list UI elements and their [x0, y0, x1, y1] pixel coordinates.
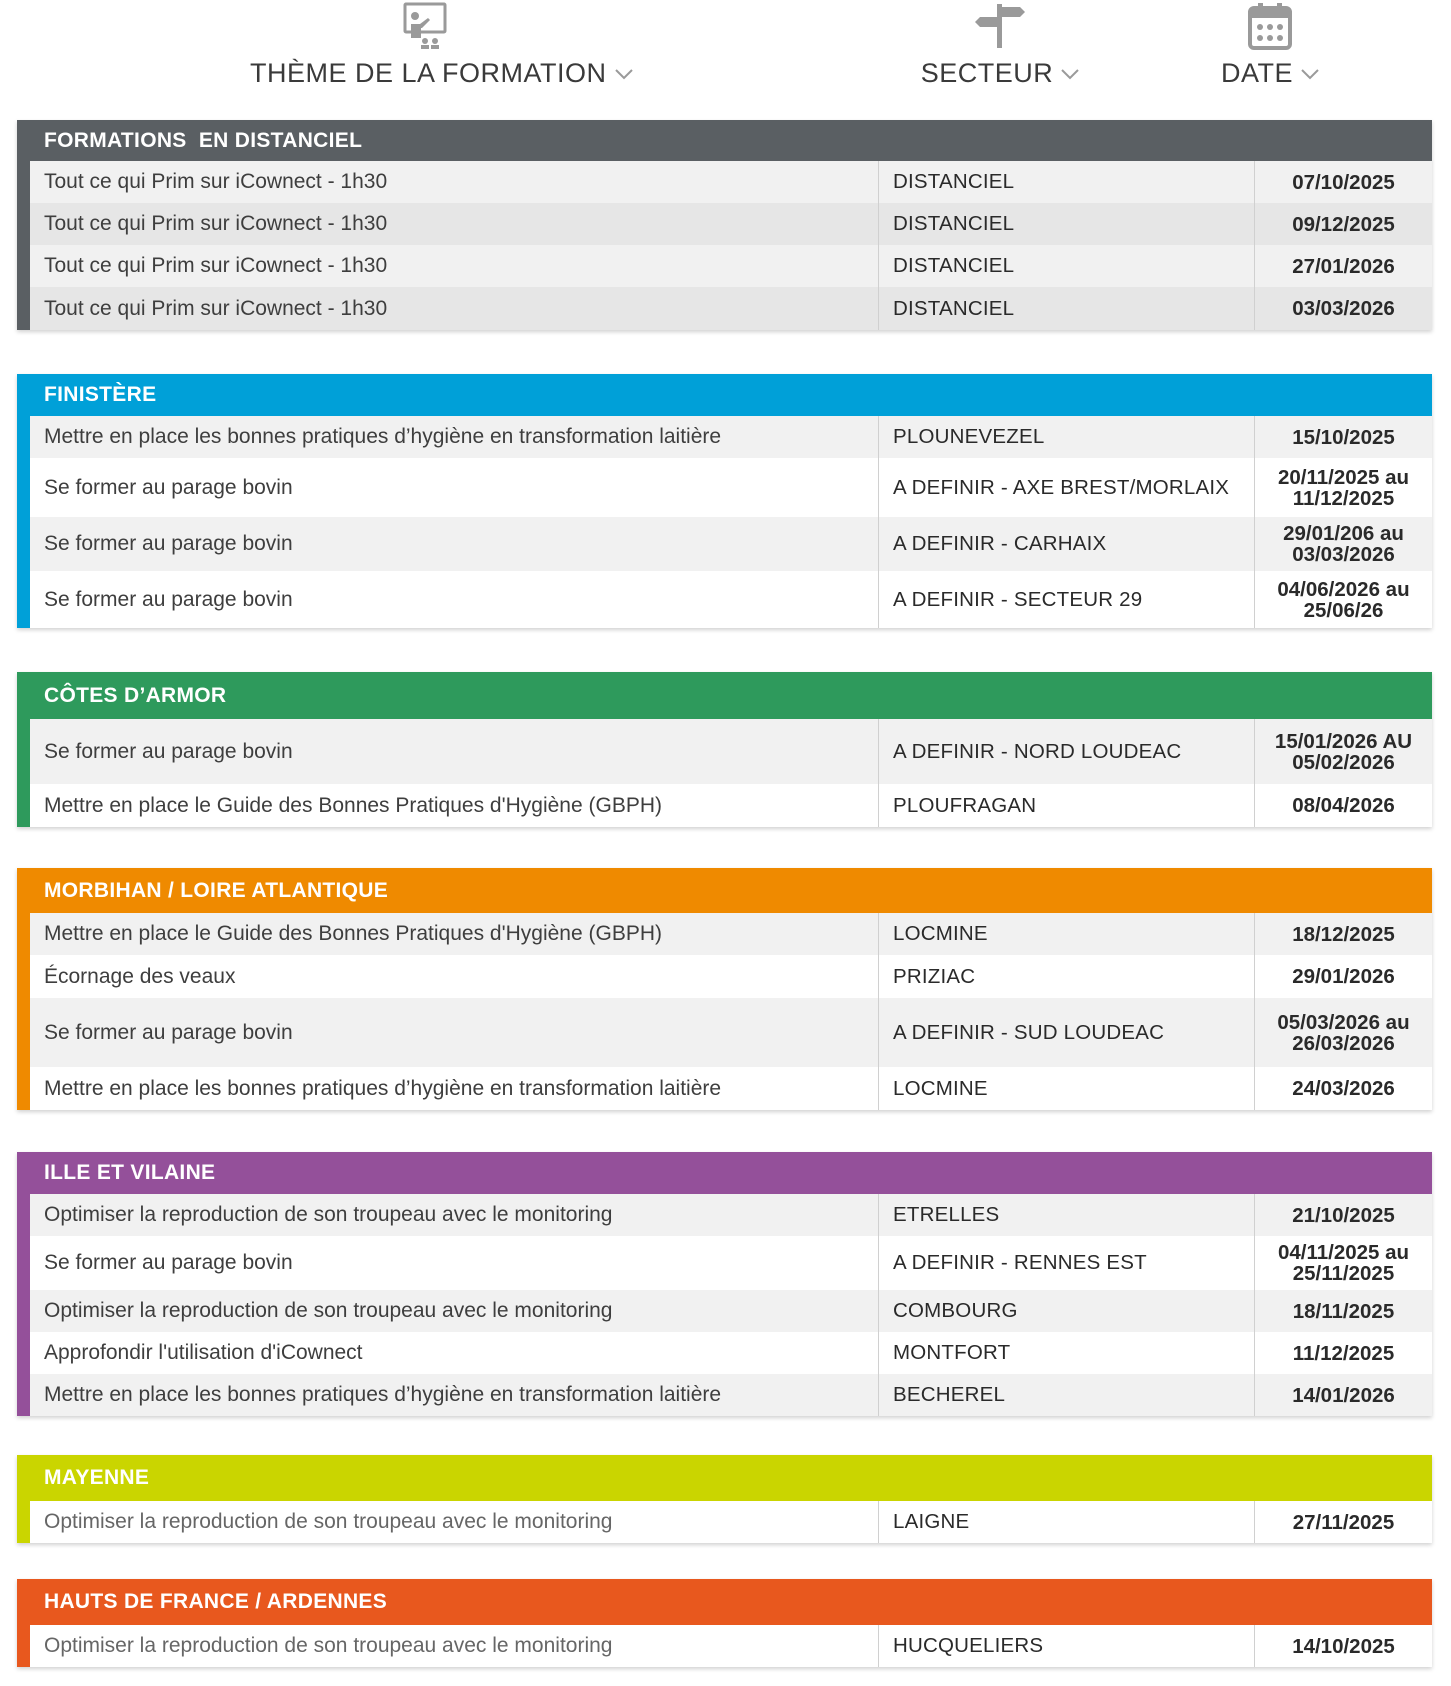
table-row[interactable] [30, 571, 1432, 628]
date-cell: 14/10/2025 [1254, 1625, 1432, 1667]
theme-column-header[interactable] [250, 0, 607, 89]
date-cell: 15/10/2025 [1254, 416, 1432, 458]
section-accent-bar [17, 1579, 30, 1667]
training-presentation-icon [401, 0, 449, 52]
secteur-cell: A DEFINIR - SECTEUR 29 [878, 571, 1254, 628]
date-cell: 15/01/2026 AU 05/02/2026 [1254, 719, 1432, 784]
theme-cell: Tout ce qui Prim sur iCownect - 1h30 [44, 212, 388, 235]
chevron-down-icon [615, 68, 633, 80]
date-cell: 27/11/2025 [1254, 1501, 1432, 1543]
section-accent-bar [17, 374, 30, 628]
theme-cell: Se former au parage bovin [44, 532, 293, 555]
date-cell: 09/12/2025 [1254, 203, 1432, 245]
section-distanciel [17, 120, 1432, 330]
table-row[interactable] [30, 719, 1432, 784]
theme-cell: Mettre en place le Guide des Bonnes Pratiques d'Hygiène (GBPH) [44, 922, 663, 945]
date-cell: 14/01/2026 [1254, 1374, 1432, 1416]
table-row[interactable] [30, 1332, 1432, 1374]
date-cell: 21/10/2025 [1254, 1194, 1432, 1236]
date-cell: 07/10/2025 [1254, 161, 1432, 203]
theme-cell: Approfondir l'utilisation d'iCownect [44, 1341, 363, 1364]
secteur-cell: PRIZIAC [878, 955, 1254, 998]
secteur-cell: LOCMINE [878, 1067, 1254, 1110]
secteur-column-label: SECTEUR [920, 58, 1054, 88]
theme-column-label: THÈME DE LA FORMATION [250, 58, 607, 88]
date-cell: 20/11/2025 au 11/12/2025 [1254, 458, 1432, 517]
section-mayenne [17, 1455, 1432, 1543]
section-title: FINISTÈRE [17, 374, 1432, 416]
theme-cell: Optimiser la reproduction de son troupeau avec le monitoring [44, 1510, 613, 1533]
table-row[interactable] [30, 1501, 1432, 1543]
theme-cell: Mettre en place les bonnes pratiques d’hygiène en transformation laitière [44, 1076, 722, 1100]
section-title: MAYENNE [17, 1455, 1432, 1501]
theme-cell: Se former au parage bovin [44, 1020, 293, 1044]
section-title: HAUTS DE FRANCE / ARDENNES [17, 1579, 1432, 1625]
theme-cell: Optimiser la reproduction de son troupeau avec le monitoring [44, 1203, 613, 1226]
date-cell: 27/01/2026 [1254, 245, 1432, 287]
table-row[interactable] [30, 1194, 1432, 1236]
theme-cell: Se former au parage bovin [44, 1251, 293, 1274]
chevron-down-icon [1301, 68, 1319, 80]
table-row[interactable] [30, 416, 1432, 458]
theme-cell: Se former au parage bovin [44, 587, 293, 611]
table-row[interactable] [30, 458, 1432, 517]
secteur-cell: A DEFINIR - NORD LOUDEAC [878, 719, 1254, 784]
table-row[interactable] [30, 1067, 1432, 1110]
theme-cell: Tout ce qui Prim sur iCownect - 1h30 [44, 296, 388, 320]
date-cell: 05/03/2026 au 26/03/2026 [1254, 998, 1432, 1067]
date-cell: 04/06/2026 au 25/06/26 [1254, 571, 1432, 628]
date-column-label: DATE [1220, 58, 1293, 88]
theme-cell: Mettre en place le Guide des Bonnes Pratiques d'Hygiène (GBPH) [44, 793, 663, 817]
secteur-cell: A DEFINIR - SUD LOUDEAC [878, 998, 1254, 1067]
theme-cell: Optimiser la reproduction de son troupeau avec le monitoring [44, 1299, 613, 1322]
chevron-down-icon [1061, 68, 1079, 80]
table-header [0, 0, 1451, 110]
section-title: MORBIHAN / LOIRE ATLANTIQUE [17, 868, 1432, 913]
section-accent-bar [17, 868, 30, 1110]
theme-cell: Tout ce qui Prim sur iCownect - 1h30 [44, 254, 388, 277]
secteur-cell: A DEFINIR - AXE BREST/MORLAIX [878, 458, 1254, 517]
secteur-cell: PLOUNEVEZEL [878, 416, 1254, 458]
section-cotes-armor [17, 672, 1432, 827]
section-accent-bar [17, 1152, 30, 1416]
secteur-cell: LAIGNE [878, 1501, 1254, 1543]
theme-cell: Optimiser la reproduction de son troupeau avec le monitoring [44, 1634, 613, 1657]
secteur-cell: DISTANCIEL [878, 203, 1254, 245]
theme-cell: Mettre en place les bonnes pratiques d’hygiène en transformation laitière [44, 425, 722, 448]
secteur-cell: HUCQUELIERS [878, 1625, 1254, 1667]
date-cell: 24/03/2026 [1254, 1067, 1432, 1110]
secteur-cell: COMBOURG [878, 1290, 1254, 1332]
table-row[interactable] [30, 1374, 1432, 1416]
section-finistere [17, 374, 1432, 628]
section-title: ILLE ET VILAINE [17, 1152, 1432, 1194]
signpost-icon [974, 0, 1026, 52]
date-cell: 04/11/2025 au 25/11/2025 [1254, 1236, 1432, 1290]
table-row[interactable] [30, 1290, 1432, 1332]
table-row[interactable] [30, 784, 1432, 827]
date-cell: 18/11/2025 [1254, 1290, 1432, 1332]
theme-cell: Mettre en place les bonnes pratiques d’hygiène en transformation laitière [44, 1383, 722, 1406]
table-row[interactable] [30, 203, 1432, 245]
theme-cell: Tout ce qui Prim sur iCownect - 1h30 [44, 170, 388, 193]
table-row[interactable] [30, 1236, 1432, 1290]
theme-cell: Se former au parage bovin [44, 475, 293, 499]
section-title: CÔTES D’ARMOR [17, 672, 1432, 719]
section-morbihan [17, 868, 1432, 1110]
theme-cell: Se former au parage bovin [44, 739, 293, 763]
secteur-cell: DISTANCIEL [878, 287, 1254, 330]
date-cell: 03/03/2026 [1254, 287, 1432, 330]
secteur-column-header[interactable] [920, 0, 1080, 89]
table-row[interactable] [30, 913, 1432, 955]
secteur-cell: MONTFORT [878, 1332, 1254, 1374]
secteur-cell: BECHEREL [878, 1374, 1254, 1416]
section-accent-bar [17, 120, 30, 330]
section-title: FORMATIONS EN DISTANCIEL [17, 120, 1432, 161]
section-ille-vilaine [17, 1152, 1432, 1416]
date-cell: 29/01/206 au 03/03/2026 [1254, 517, 1432, 571]
table-row[interactable] [30, 161, 1432, 203]
date-cell: 11/12/2025 [1254, 1332, 1432, 1374]
table-row[interactable] [30, 245, 1432, 287]
date-cell: 08/04/2026 [1254, 784, 1432, 827]
secteur-cell: LOCMINE [878, 913, 1254, 955]
secteur-cell: DISTANCIEL [878, 245, 1254, 287]
section-hauts-de-france [17, 1579, 1432, 1667]
secteur-cell: ETRELLES [878, 1194, 1254, 1236]
secteur-cell: PLOUFRAGAN [878, 784, 1254, 827]
table-row[interactable] [30, 287, 1432, 330]
date-column-header[interactable] [1215, 0, 1325, 89]
section-accent-bar [17, 672, 30, 827]
table-row[interactable] [30, 998, 1432, 1067]
calendar-icon [1247, 0, 1293, 52]
secteur-cell: A DEFINIR - CARHAIX [878, 517, 1254, 571]
date-cell: 18/12/2025 [1254, 913, 1432, 955]
secteur-cell: DISTANCIEL [878, 161, 1254, 203]
section-accent-bar [17, 1455, 30, 1543]
secteur-cell: A DEFINIR - RENNES EST [878, 1236, 1254, 1290]
date-cell: 29/01/2026 [1254, 955, 1432, 998]
table-row[interactable] [30, 1625, 1432, 1667]
table-row[interactable] [30, 517, 1432, 571]
theme-cell: Écornage des veaux [44, 964, 236, 988]
table-row[interactable] [30, 955, 1432, 998]
